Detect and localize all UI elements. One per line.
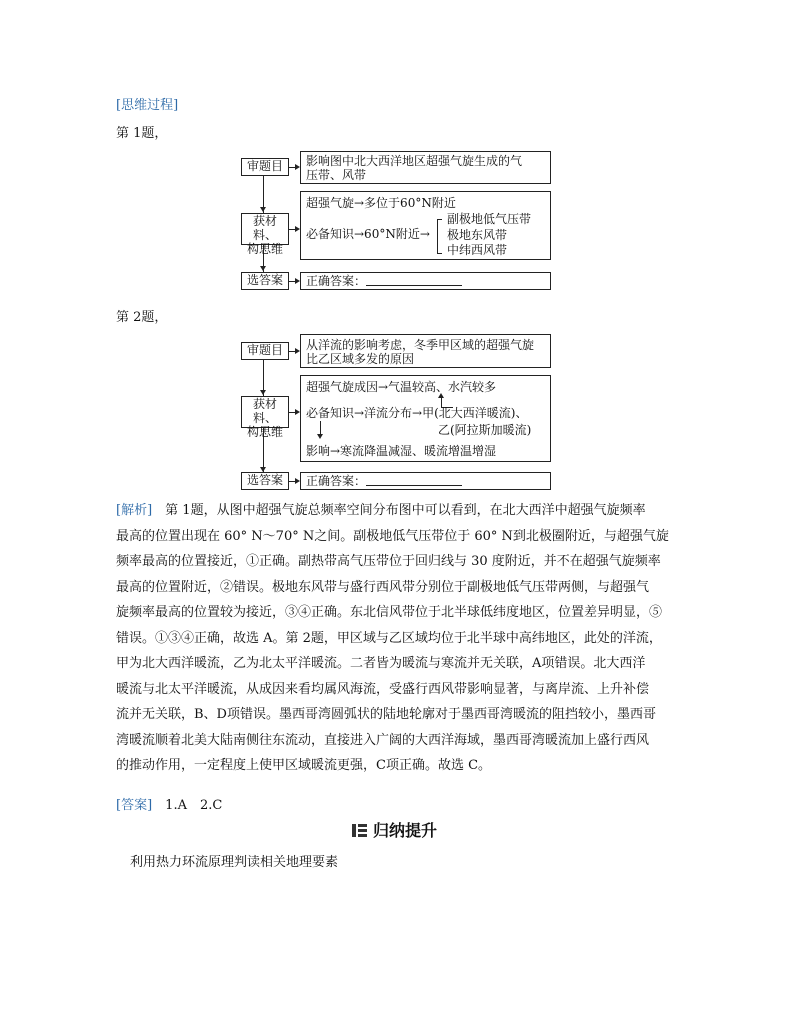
list-icon <box>352 822 367 835</box>
q2-material-line: 乙(阿拉斯加暖流) <box>438 423 532 437</box>
q1-title: 第 1题， <box>116 126 168 141</box>
bracket <box>437 253 442 254</box>
q1-belt-item: 极地东风带 <box>447 228 508 242</box>
q1-audit-box <box>300 151 551 184</box>
q1-audit-line: 影响图中北大西洋地区超强气旋生成的气 <box>306 154 523 168</box>
q2-audit-line: 从洋流的影响考虑，冬季甲区域的超强气旋 <box>306 338 535 352</box>
q2-audit-step: 审题目 <box>241 342 289 360</box>
bracket <box>437 219 438 254</box>
bracket <box>437 219 442 220</box>
q2-title: 第 2题， <box>116 310 168 325</box>
q2-answer-label: 正确答案： <box>306 474 367 488</box>
q1-trunk-arrow <box>260 207 266 212</box>
q1-material-line: 超强气旋→多位于60°N附近 <box>306 196 456 210</box>
analysis-line: 最高的位置附近，②错误。极地东风带与盛行西风带分别位于副极地低气压带两侧，与超强气 <box>116 579 650 595</box>
analysis-line: 暖流与北太平洋暖流，从成因来看均属风海流，受盛行西风带影响显著，与离岸流、上升补偿 <box>116 681 650 697</box>
analysis-line: 最高的位置出现在 60° N～70° N之间。副极地低气压带位于 60° N到北极圈附近，与超强气旋 <box>116 528 669 544</box>
analysis-line: 旋频率最高的位置较为接近，③④正确。东北信风带位于北半球低纬度地区，位置差异明显，⑤ <box>116 605 663 620</box>
analysis-line: 流并无关联，B、D项错误。墨西哥湾圆弧状的陆地轮廓对于墨西哥湾暖流的阻挡较小，墨西哥 <box>116 707 656 722</box>
q1-belt-item: 中纬西风带 <box>447 243 508 257</box>
q1-answer-box <box>300 272 551 290</box>
analysis-line: 湾暖流顺着北美大陆南侧往东流动，直接进入广阔的大西洋海域，墨西哥湾暖流加上盛行西风 <box>116 732 650 748</box>
q2-material-line: 超强气旋成因→气温较高、水汽较多 <box>306 380 497 394</box>
analysis-line: 甲为北大西洋暖流，乙为北太平洋暖流。二者皆为暖流与寒流并无关联，A项错误。北大西洋 <box>116 656 646 671</box>
q2-answer-box <box>300 472 551 490</box>
q1-audit-line: 压带、风带 <box>306 168 367 182</box>
q2-audit-box <box>300 334 551 368</box>
q2-material-box <box>300 375 551 462</box>
q2-gather-step: 获材料、 构思维 <box>241 396 289 428</box>
summary-heading-text: 归纳提升 <box>373 821 438 840</box>
analysis-line: 第 1题，从图中超强气旋总频率空间分布图中可以看到，在北大西洋中超强气旋频率 <box>165 503 646 518</box>
summary-text: 利用热力环流原理判读相关地理要素 <box>130 855 339 870</box>
q1-material-line: 必备知识→60°N附近→ <box>306 227 430 241</box>
analysis-line: 的推动作用，一定程度上使甲区域暖流更强，C项正确。故选 C。 <box>116 758 492 773</box>
q1-answer-label: 正确答案： <box>306 274 367 288</box>
summary-heading <box>352 818 437 841</box>
analysis-line: 错误。①③④正确，故选 A。第 2题，甲区域与乙区域均位于北半球中高纬地区，此处的洋流， <box>116 630 662 646</box>
down-arrow <box>317 434 323 439</box>
q1-choose-step: 选答案 <box>241 272 289 290</box>
answer-blank <box>366 277 462 286</box>
section-label: [思维过程] <box>116 98 179 113</box>
q1-trunk-arrow <box>260 266 266 271</box>
feedback-arrow <box>438 393 444 398</box>
q2-audit-line: 比乙区域多发的原因 <box>306 352 415 366</box>
answer-label: [答案] <box>116 798 153 813</box>
answer-row <box>116 794 222 813</box>
answer-blank <box>366 477 462 486</box>
answer-value: 1.A 2.C <box>165 798 223 813</box>
q1-audit-step: 审题目 <box>241 158 289 176</box>
q2-material-line: 必备知识→洋流分布→甲(北大西洋暖流)、 <box>306 406 528 420</box>
analysis-paragraph <box>116 498 688 779</box>
analysis-line: 频率最高的位置接近，①正确。副热带高气压带位于回归线与 30 度附近，并不在超强气旋频率 <box>116 554 661 569</box>
analysis-label: [解析] <box>116 503 153 518</box>
q1-belt-item: 副极地低气压带 <box>447 212 532 226</box>
q1-material-box <box>300 191 551 260</box>
q1-gather-step: 获材料、 构思维 <box>241 213 289 245</box>
q2-trunk-arrow <box>260 390 266 395</box>
q2-choose-step: 选答案 <box>241 472 289 490</box>
q2-material-line: 影响→寒流降温减湿、暖流增温增湿 <box>306 444 497 458</box>
